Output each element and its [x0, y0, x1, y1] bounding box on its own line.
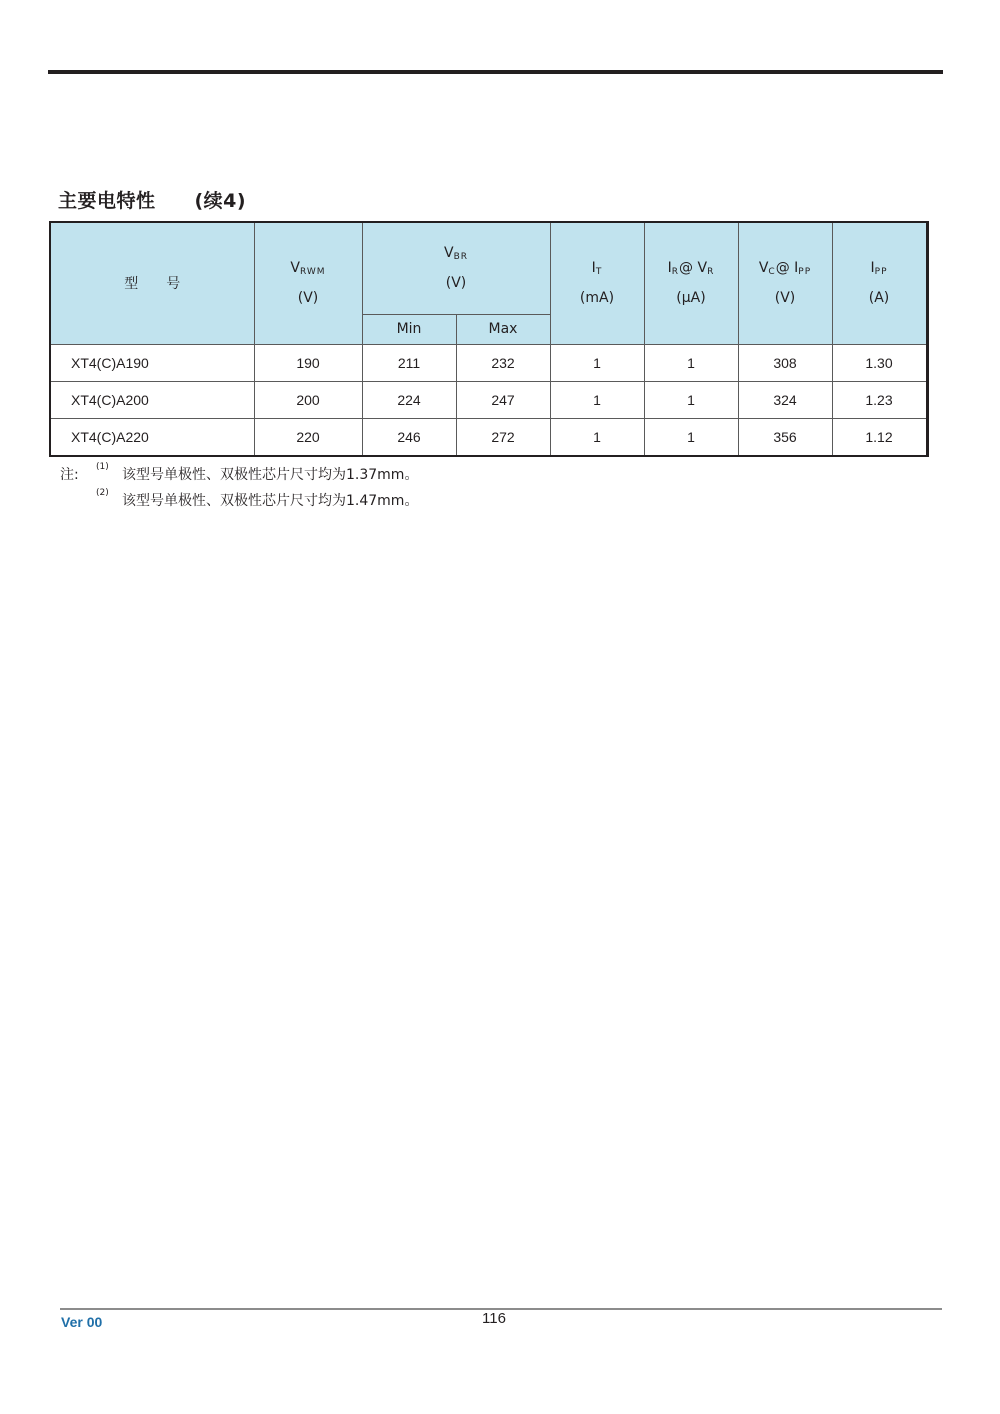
header-vbr [362, 222, 550, 314]
cell-vc: 308 [738, 344, 832, 381]
vrwm-symbol: V [290, 260, 300, 277]
header-it [550, 222, 644, 344]
table-row [50, 381, 927, 418]
notes-label: 注: [60, 467, 79, 483]
vbr-symbol: V [443, 245, 454, 262]
ir-subscript: R [671, 267, 680, 278]
cell-vbr-max: 272 [456, 418, 550, 456]
it-unit: (mA) [579, 290, 615, 307]
vbr-subscript: BR [453, 252, 468, 263]
ir-unit: (μA) [676, 290, 706, 307]
vrwm-unit: (V) [297, 290, 319, 307]
cell-ipp: 1.23 [832, 381, 927, 418]
cell-vbr-min: 246 [362, 418, 456, 456]
header-vbr-max: Max [456, 314, 550, 344]
ir-at-symbol: @ V [679, 260, 708, 277]
it-subscript: T [595, 267, 603, 278]
header-ipp [832, 222, 927, 344]
cell-model: XT4(C)A190 [50, 344, 254, 381]
table-row [50, 344, 927, 381]
table-row [50, 418, 927, 456]
vc-at-symbol: @ I [775, 260, 799, 277]
cell-vrwm: 200 [254, 381, 362, 418]
cell-vrwm: 220 [254, 418, 362, 456]
cell-ir: 1 [644, 418, 738, 456]
cell-vbr-max: 247 [456, 381, 550, 418]
vc-symbol: V [758, 260, 769, 277]
vbr-unit: (V) [445, 275, 467, 292]
it-symbol: I [591, 260, 596, 277]
cell-vrwm: 190 [254, 344, 362, 381]
ir-symbol: I [667, 260, 672, 277]
vrwm-subscript: RWM [300, 267, 326, 278]
header-ir [644, 222, 738, 344]
header-model [50, 222, 254, 344]
cell-ipp: 1.12 [832, 418, 927, 456]
cell-it: 1 [550, 418, 644, 456]
top-rule [48, 70, 943, 74]
cell-ipp: 1.30 [832, 344, 927, 381]
cell-vbr-max: 232 [456, 344, 550, 381]
note-text: 该型号单极性、双极性芯片尺寸均为1.47mm。 [122, 493, 419, 509]
cell-model: XT4(C)A220 [50, 418, 254, 456]
ir-at-subscript: R [707, 267, 715, 278]
section-title: 主要电特性 (续4) [58, 190, 247, 212]
cell-ir: 1 [644, 344, 738, 381]
cell-model: XT4(C)A200 [50, 381, 254, 418]
note-number: (2) [96, 488, 109, 498]
ipp-unit: (A) [868, 290, 890, 307]
header-vrwm [254, 222, 362, 344]
ipp-subscript: PP [874, 267, 888, 278]
cell-vc: 356 [738, 418, 832, 456]
cell-it: 1 [550, 381, 644, 418]
vc-unit: (V) [774, 290, 796, 307]
cell-ir: 1 [644, 381, 738, 418]
header-vbr-min: Min [362, 314, 456, 344]
electrical-characteristics-table [49, 221, 929, 457]
cell-vbr-min: 224 [362, 381, 456, 418]
note-text: 该型号单极性、双极性芯片尺寸均为1.37mm。 [122, 467, 419, 483]
note-number: (1) [96, 462, 109, 472]
version-label: Ver 00 [61, 1314, 103, 1330]
page-number: 116 [482, 1310, 506, 1327]
header-model-label: 型 号 [124, 276, 181, 293]
header-vc [738, 222, 832, 344]
cell-vc: 324 [738, 381, 832, 418]
cell-it: 1 [550, 344, 644, 381]
cell-vbr-min: 211 [362, 344, 456, 381]
vc-subscript: C [768, 267, 776, 278]
ipp-symbol: I [870, 260, 875, 277]
vc-at-subscript: PP [798, 267, 812, 278]
